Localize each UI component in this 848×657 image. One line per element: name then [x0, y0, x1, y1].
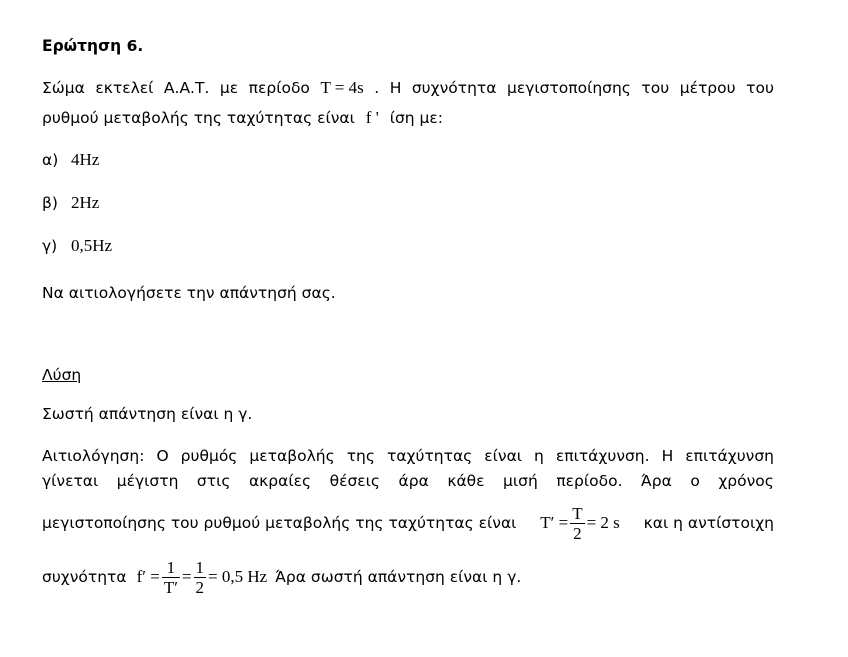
option-c-value: 0,5Hz: [70, 236, 113, 255]
option-a: [42, 150, 774, 170]
word: της: [346, 447, 375, 465]
period-equation: [540, 504, 620, 543]
stem-symbol-f-prime: f ': [365, 108, 379, 127]
stem-line-2-text: ρυθμού μεταβολής της ταχύτητας είναι: [42, 109, 355, 127]
word: ταχύτητας: [386, 447, 473, 465]
word: μεγιστοποίησης: [506, 79, 631, 97]
word: του: [746, 79, 774, 97]
option-b: [42, 193, 774, 213]
solution-heading-text: Λύση: [42, 366, 82, 384]
question-stem-line-2: [42, 108, 774, 128]
stem-line-2-ending: ίση με:: [389, 109, 443, 127]
frequency-fraction-2: [194, 558, 207, 597]
word: μισή: [503, 472, 538, 490]
word: περίοδο.: [556, 472, 623, 490]
word: άρα: [398, 472, 429, 490]
period-equation-lhs: T′ =: [540, 513, 569, 532]
frequency-equation-equals: =: [181, 567, 192, 586]
frequency-fraction-1-denominator: T′: [163, 577, 178, 597]
option-c: [42, 236, 774, 256]
frequency-equation-lhs: f′ =: [136, 567, 160, 586]
document-page: [42, 0, 774, 657]
word: ρυθμός: [180, 447, 238, 465]
word: εκτελεί: [95, 79, 154, 97]
solution-heading: [42, 365, 774, 385]
frequency-equation-rhs: = 0,5 Hz: [208, 567, 268, 586]
word: ακραίες: [248, 472, 312, 490]
word: χρόνος: [718, 472, 774, 490]
solution-line-2: [42, 471, 774, 491]
period-fraction-numerator: T: [572, 503, 583, 523]
word: κάθε: [447, 472, 485, 490]
solution-answer: Σωστή απάντηση είναι η γ.: [42, 405, 253, 423]
word: Η: [661, 447, 674, 465]
period-equation-rhs: = 2 s: [586, 513, 620, 532]
frequency-equation: [137, 558, 268, 597]
frequency-fraction-1: [162, 558, 180, 597]
frequency-fraction-2-denominator: 2: [195, 577, 205, 597]
word: Σώμα: [42, 79, 85, 97]
word: Άρα: [641, 472, 672, 490]
word: Η: [389, 79, 402, 97]
option-b-label: β): [42, 194, 58, 212]
word: Ο: [156, 447, 169, 465]
solution-line-3-ending: και η αντίστοιχη: [643, 514, 774, 532]
option-b-value: 2Hz: [70, 193, 100, 212]
option-c-label: γ): [42, 237, 58, 255]
option-a-value: 4Hz: [70, 150, 100, 169]
word: θέσεις: [329, 472, 380, 490]
frequency-fraction-2-numerator: 1: [195, 557, 205, 577]
word: .: [374, 79, 380, 97]
word: γίνεται: [42, 472, 99, 490]
word: επιτάχυνση.: [555, 447, 650, 465]
word: με: [219, 79, 239, 97]
solution-line-4-ending: Άρα σωστή απάντηση είναι η γ.: [275, 568, 522, 586]
period-fraction-denominator: 2: [573, 523, 582, 543]
word: η: [534, 447, 544, 465]
justify-prompt: Να αιτιολογήσετε την απάντησή σας.: [42, 284, 336, 302]
word: Α.Α.Τ.: [163, 79, 210, 97]
word: συχνότητα: [411, 79, 497, 97]
solution-line-3: [42, 499, 774, 547]
word: μεταβολής: [249, 447, 335, 465]
option-a-label: α): [42, 151, 59, 169]
word: ο: [690, 472, 700, 490]
word: μέτρου: [679, 79, 736, 97]
word: περίοδο: [248, 79, 310, 97]
word: του: [641, 79, 670, 97]
word: T = 4s: [320, 78, 364, 97]
word: στις: [196, 472, 231, 490]
word: Αιτιολόγηση:: [42, 447, 145, 465]
word: είναι: [484, 447, 523, 465]
solution-line-3-text: μεγιστοποίησης του ρυθμού μεταβολής της ταχύτητας είναι: [42, 514, 517, 532]
solution-line-4-text: συχνότητα: [42, 568, 127, 586]
question-title: Ερώτηση 6.: [42, 37, 144, 55]
frequency-fraction-1-numerator: 1: [166, 557, 176, 577]
solution-line-4: [42, 553, 774, 601]
question-stem-line-1: [42, 78, 774, 98]
period-fraction: [570, 504, 584, 543]
word: μέγιστη: [116, 472, 179, 490]
solution-line-1: [42, 446, 774, 466]
word: επιτάχυνση: [685, 447, 774, 465]
